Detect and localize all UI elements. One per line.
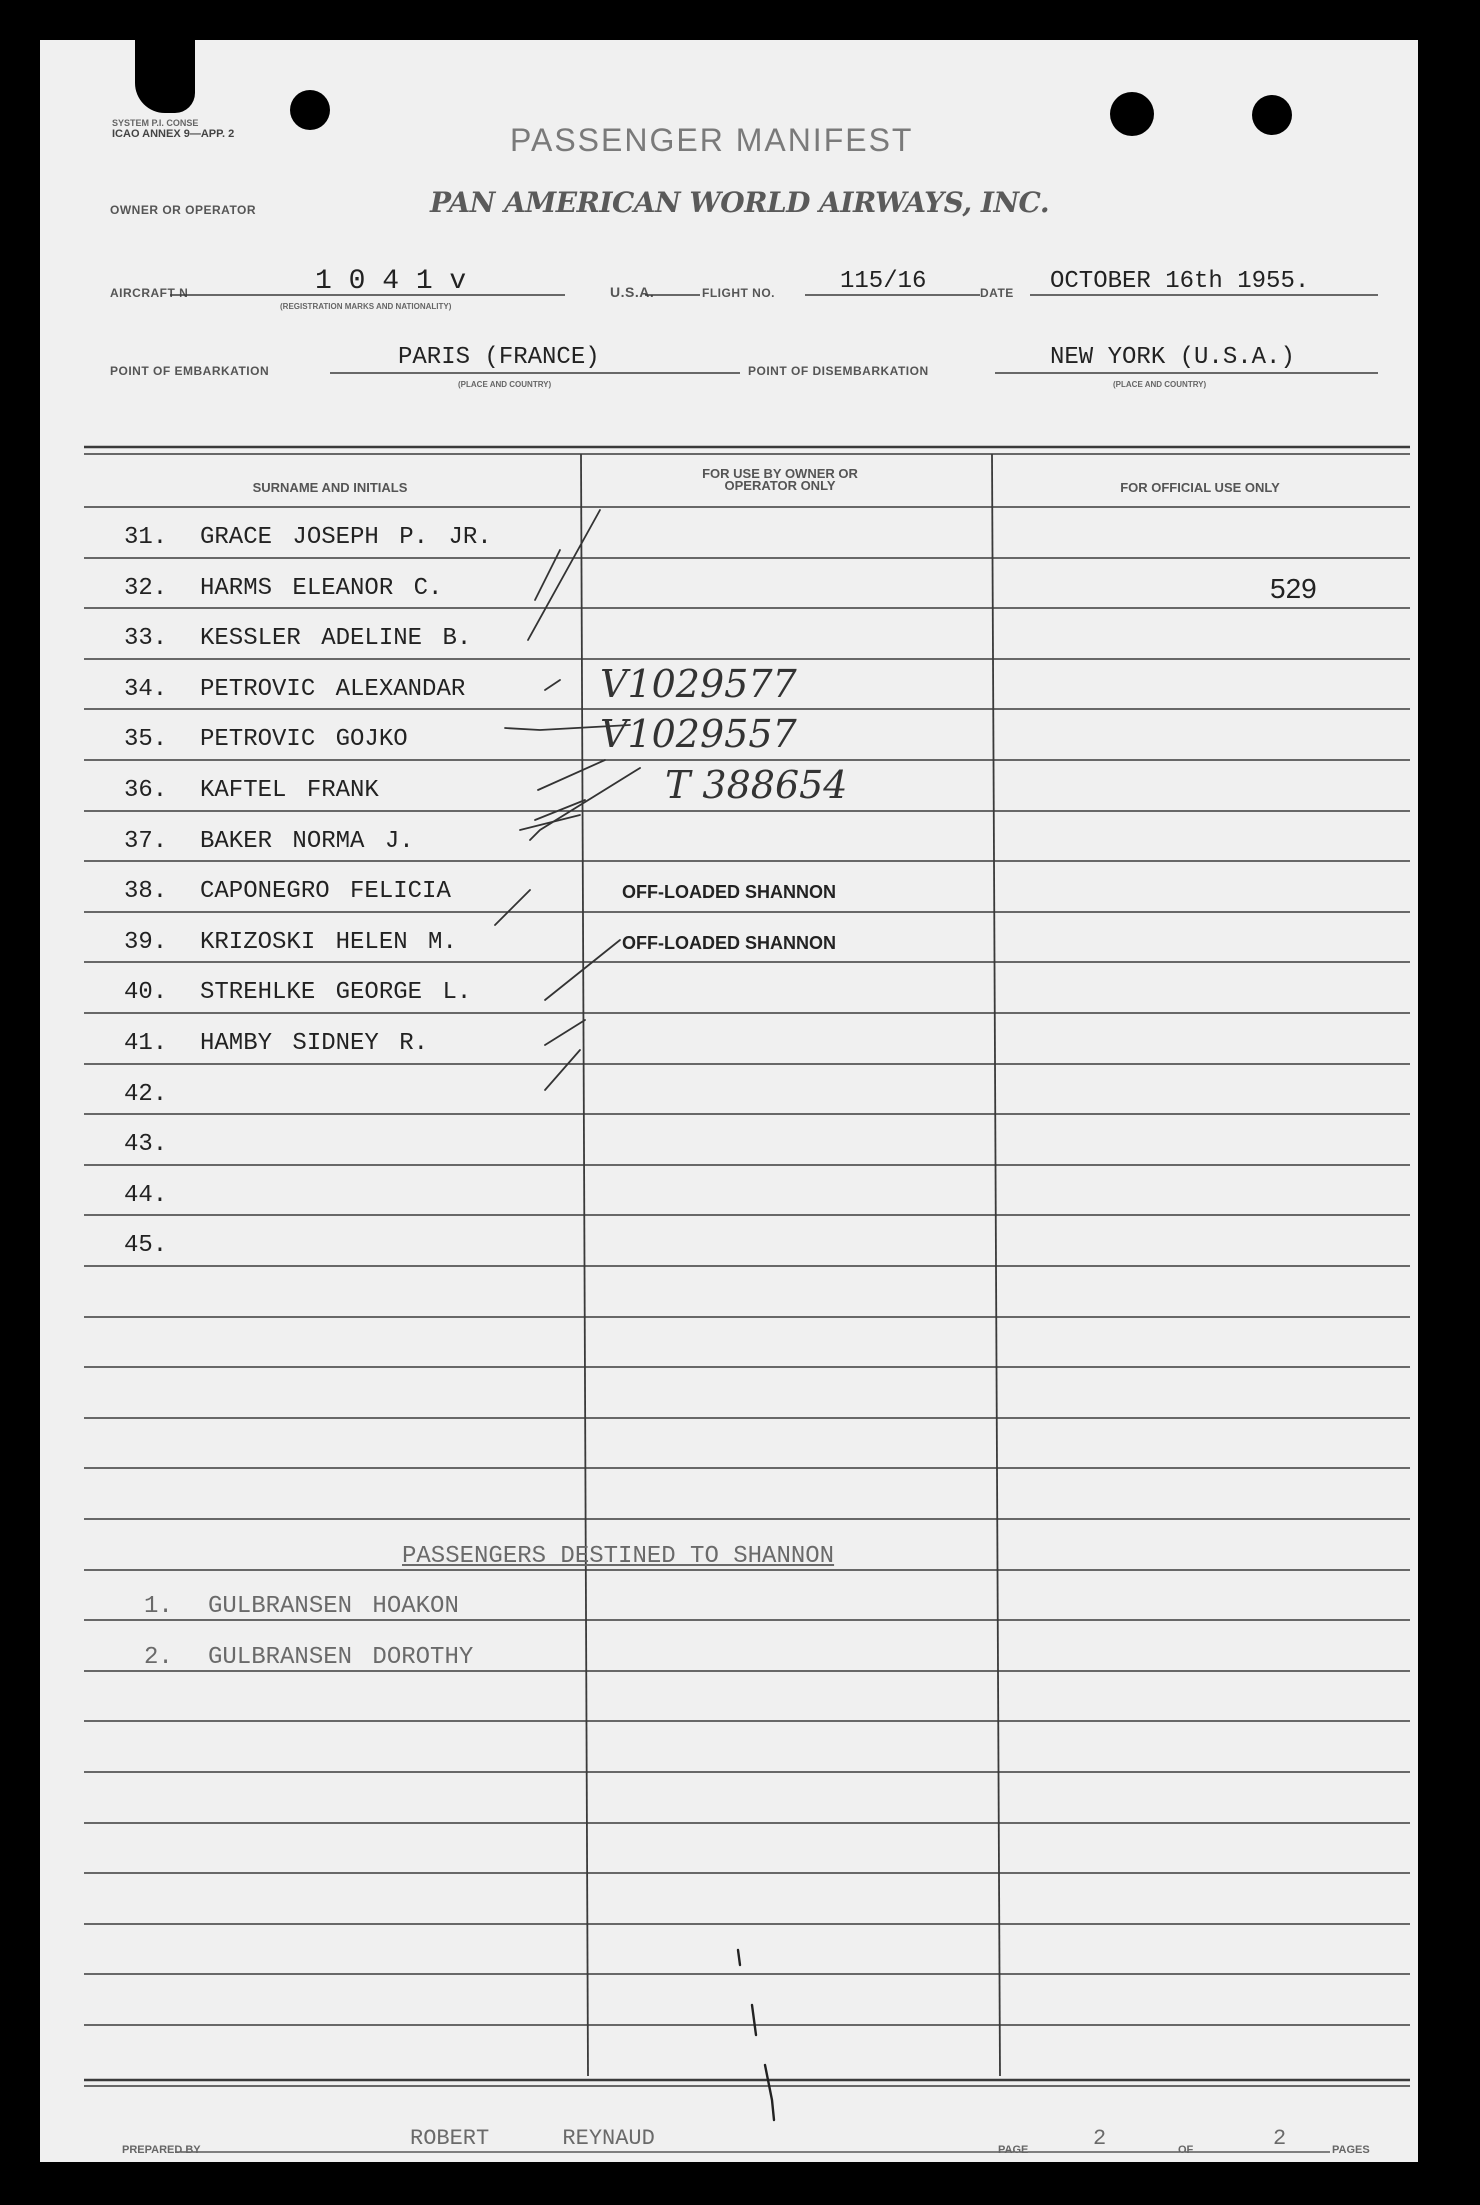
passport-number-handwritten: V1029577 [600,661,797,706]
operator-label: OWNER OR OPERATOR [110,203,257,217]
offloaded-note: OFF-LOADED SHANNON [622,932,836,953]
passenger-name: KRIZOSKI HELEN M. [200,928,457,956]
passenger-number: 38. [124,878,168,906]
passenger-name: KESSLER ADELINE B. [200,625,472,653]
passenger-number: 34. [124,675,168,703]
passenger-name: CAPONEGRO FELICIA [200,878,451,906]
offloaded-note: OFF-LOADED SHANNON [622,882,836,903]
passenger-number: 35. [124,726,168,754]
form-code-line1: SYSTEM P.I. CONSE [112,118,199,128]
passenger-number: 41. [124,1030,168,1057]
passenger-number: 31. [124,524,168,551]
flight-date: OCTOBER 16th 1955. [1050,268,1310,295]
aircraft-sublabel: (REGISTRATION MARKS AND NATIONALITY) [280,302,452,311]
passenger-number: 37. [124,827,168,855]
form-code-line2: ICAO ANNEX 9—APP. 2 [112,128,235,140]
passenger-number: 32. [124,574,168,602]
passenger-name: STREHLKE GEORGE L. [200,979,472,1007]
embarkation-value: PARIS (FRANCE) [398,344,600,371]
embarkation-sublabel: (PLACE AND COUNTRY) [458,380,552,389]
pages-label: PAGES [1332,2144,1370,2156]
col-header-operator-use: FOR USE BY OWNER OR OPERATOR ONLY [702,466,858,493]
passenger-number: 36. [124,777,168,804]
passenger-name: PETROVIC GOJKO [200,726,408,754]
passenger-number: 45. [124,1232,168,1260]
disembarkation-sublabel: (PLACE AND COUNTRY) [1113,380,1207,389]
flight-number: 115/16 [840,268,927,295]
passenger-number: 40. [124,979,168,1007]
aircraft-value: 1 0 4 1 v [315,266,467,297]
page-label: PAGE [998,2144,1029,2156]
of-label: OF [1178,2144,1194,2156]
total-pages: 2 [1273,2126,1287,2151]
col-header-official-use: FOR OFFICIAL USE ONLY [1120,480,1280,495]
passenger-number: 44. [124,1181,168,1209]
passport-number-handwritten: T 388654 [665,763,848,807]
prepared-by-label: PREPARED BY [122,2144,201,2156]
manifest-sheet [40,40,1418,2162]
shannon-passenger-name: GULBRANSEN DOROTHY [208,1643,474,1671]
passenger-name: HAMBY SIDNEY R. [200,1030,429,1057]
passenger-name: GRACE JOSEPH P. JR. [200,524,492,551]
form-rules [40,40,1418,2162]
passenger-name: KAFTEL FRANK [200,777,379,804]
col-header-surname: SURNAME AND INITIALS [252,480,408,495]
page-title: PASSENGER MANIFEST [510,122,914,158]
disembarkation-label: POINT OF DISEMBARKATION [748,364,929,378]
passenger-number: 42. [124,1080,168,1108]
embarkation-label: POINT OF EMBARKATION [110,364,270,378]
prepared-by-value: ROBERT REYNAUD [410,2126,655,2151]
flight-label: FLIGHT NO. [702,286,775,300]
shannon-passenger-name: GULBRANSEN HOAKON [208,1593,459,1620]
shannon-passenger-number: 2. [144,1643,173,1671]
official-stamp-number: 529 [1270,572,1317,604]
shannon-passenger-number: 1. [144,1593,173,1620]
aircraft-country: U.S.A. [610,284,655,300]
passport-number-handwritten: V1029557 [600,712,797,757]
shannon-heading: PASSENGERS DESTINED TO SHANNON [402,1543,835,1570]
disembarkation-value: NEW YORK (U.S.A.) [1050,344,1295,371]
date-label: DATE [980,286,1014,300]
passenger-name: HARMS ELEANOR C. [200,574,443,602]
passenger-name: BAKER NORMA J. [200,827,414,855]
passenger-number: 39. [124,928,168,956]
passenger-number: 33. [124,625,168,653]
passenger-name: PETROVIC ALEXANDAR [200,675,466,703]
aircraft-label: AIRCRAFT N [110,286,189,300]
operator-name: PAN AMERICAN WORLD AIRWAYS, INC. [430,186,1050,219]
page-number: 2 [1093,2126,1107,2151]
passenger-number: 43. [124,1131,168,1159]
